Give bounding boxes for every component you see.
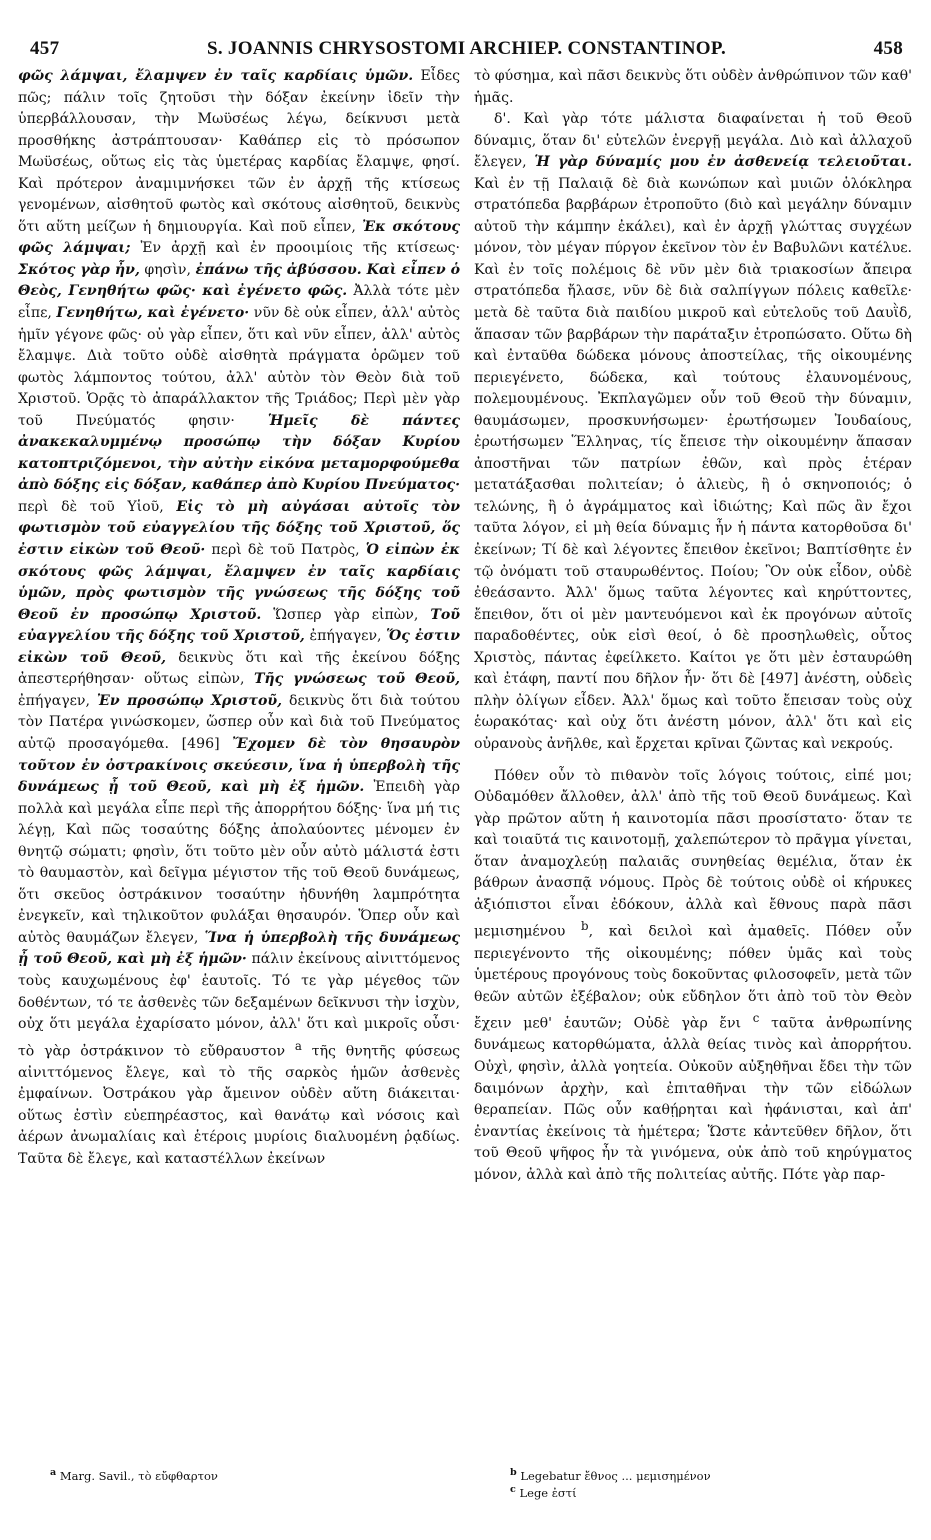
page-number-right: 458 [873,38,903,59]
footnote-reference: b [581,919,589,934]
text-run: δ'. Καὶ γὰρ τότε μάλιστα διαφαίνεται ἡ τοῦ Θεοῦ δύναμις, ὅταν δι' εὐτελῶν ἐνεργῇ μεγάλα. Διὸ καὶ ἀλλαχοῦ ἔλεγεν, [474,111,912,171]
text-run: , καὶ δειλοὶ καὶ ἀμαθεῖς. Πόθεν οὖν περιεγένοντο τῆς οἰκουμένης; πόθεν ὑμᾶς καὶ τοὺς ὑμετέρους προγόνους τοὺς δοκοῦντας φιλοσοφεῖν, μετὰ τῶν θεῶν αὐτῶν ἐξέβαλον; οὐκ εὔδηλον ὅτι ἀπὸ τοῦ τὸν Θεὸν ἔχειν μεθ' ἑαυτῶν; Οὐδὲ γὰρ ἔνι [474,924,913,1032]
text-run: ἐπήγαγεν, [304,628,387,645]
text-run: νῦν δὲ οὐκ εἶπεν, ἀλλ' αὐτὸς ἡμῖν γέγονε φῶς· οὐ γὰρ εἶπεν, ὅτι καὶ νῦν εἶπεν, ἀλλ' αὐτὸς ἔλαμψε. Διὰ τοῦτο οὐδὲ αἰσθητὰ πράγματα ὁρῶμεν τοῦ φωτὸς λάμποντος τούτου, ἀλλ' αὐτὸν τὸν Θεὸν διὰ τοῦ Χριστοῦ. Ὁρᾷς τὸ ἀπαράλλακτον τῆς Τριάδος; Περὶ μὲν γὰρ τοῦ Πνεύματός φησιν· [18,305,461,429]
text-run: πάλιν ἐκείνους αἰνιττόμενος τοὺς καυχωμένους ἐφ' ἑαυτοῖς. Τό τε γὰρ μέγεθος τῶν δοθέντων, τό τε ἀσθενὲς τῶν δεξαμένων δεῖκνυσι τὴν ἰσχὺν, οὐχ ὅτι μεγάλα ἐχαρίσατο μόνον, ἀλλ' ὅτι καὶ μικροῖς οὖσι· τὸ γὰρ ὀστράκινον τὸ εὔθραυστον [18,951,460,1060]
scripture-quote: Ἐν προσώπῳ Χριστοῦ, [96,692,283,709]
text-run: Ἐν ἀρχῇ καὶ ἐν προοιμίοις τῆς κτίσεως· [130,240,460,257]
scripture-quote: Τῆς γνώσεως τοῦ Θεοῦ, [253,671,461,688]
text-run: Καὶ ἐν τῇ Παλαιᾷ δὲ διὰ κωνώπων καὶ μυιῶν ὁλόκληρα στρατόπεδα βαρβάρων ἐτροποῦτο (διὸ καὶ μεγάλην δύναμιν αὐτοῦ τὴν κάμπην ἐκάλει), καὶ ἐν ἀρχῇ γλώττας συγχέων μόνον, τὸν μέγαν πύργον ἐκεῖνον τὸν ἐν Βαβυλῶνι κατέλυε. Καὶ ἐν τοῖς πολέμοις δὲ νῦν μὲν διὰ τριακοσίων ἄπειρα στρατόπεδα ἤλασε, νῦν δὲ διὰ σαλπίγγων πόλεις καθεῖλε· μετὰ δὲ ταῦτα διὰ παιδίου μικροῦ καὶ εὐτελοῦς τοῦ Δαυῒδ, ἅπασαν τῶν βαρβάρων τὴν παράταξιν ἐτροπώσατο. Οὕτω δὴ καὶ ἐνταῦθα δώδεκα μόνους ἀποστείλας, τῆς οἰκουμένης περιεγένετο, δώδεκα, καὶ τούτους ἐλαυνομένους, πολεμουμένους. Ἐκπλαγῶμεν οὖν τοῦ Θεοῦ τὴν δύναμιν, θαυμάσωμεν, προσκυνήσωμεν· ἐρωτήσωμεν Ἰουδαίους, ἐρωτήσωμεν Ἕλληνας, τίς ἔπεισε τὴν οἰκουμένην ἅπασαν ἀποστῆναι τῶν πατρίων ἐθῶν, καὶ πρὸς ἑτέραν μετατάξασθαι πολιτείαν; ὁ ἁλιεὺς, ἢ ὁ σκηνοποιός; ὁ τελώνης, ἢ ὁ ἀγράμματος καὶ ἰδιώτης; Καὶ πῶς ἂν ἔχοι ταῦτα λόγον, εἰ μὴ θεία δύναμις ἦν ἡ πάντα κατορθοῦσα δι' ἐκείνων; Τί δὲ καὶ λέγοντες ἔπειθον ἐκεῖνοι; Βαπτίσθητε ἐν τῷ ὀνόματι τοῦ σταυρωθέντος. Ποίου; Ὃν οὐκ εἶδον, οὐδὲ ἐθεάσαντο. Ἀλλ' ὅμως ταῦτα λέγοντες καὶ κηρύττοντες, ἔπειθον, ὅτι οἱ μὲν μαντευόμενοι καὶ ἐκ προγόνων αὐτοῖς παραδοθέντες, οὐκ εἰσὶ θεοί, ὁ δὲ προσηλωθεὶς, οὗτος Χριστὸς, πάντας ἐφείλκετο. Καίτοι γε ὅτι μὲν ἐσταυρώθη καὶ ἐτάφη, παντί που δῆλον ἦν· ὅτι δὲ [497] ἀνέστη, οὐδεὶς πλὴν ὀλίγων εἶδεν. Ἀλλ' ὅμως καὶ τοῦτο ἔπεισαν τοὺς οὐχ ἑωρακότας· καὶ οὐχ ὅτι ἀνέστη μόνον, ἀλλ' ὅτι καὶ εἰς οὐρανοὺς ἀνῆλθε, καὶ ἔρχεται κρῖναι ζῶντας καὶ νεκρούς. [474,175,912,752]
right-paragraph-1: τὸ φύσημα, καὶ πᾶσι δεικνὺς ὅτι οὐδὲν ἀνθρώπινον τῶν καθ' ἡμᾶς. [474,68,912,106]
text-run: Πόθεν οὖν τὸ πιθανὸν τοῖς λόγοις τούτοις, εἰπέ μοι; Οὐδαμόθεν ἄλλοθεν, ἀλλ' ἀπὸ τῆς τοῦ Θεοῦ δυνάμεως. Καὶ γὰρ πρῶτον αὕτη ἡ καινοτομία πᾶσι προσίστατο· ὅταν τε καὶ τοιαῦτά τις καινοτομῇ, χαλεπώτερον τὸ πρᾶγμα γίνεται, ὅταν ἀναμοχλεύῃ παλαιᾶς συνηθείας θεμέλια, ὅταν ἐκ βάθρων ἀνασπᾷ νόμους. Πρὸς δὲ τούτοις οὐδὲ οἱ κήρυκες ἀξιόπιστοι εἶναι ἐδόκουν, ἀλλὰ καὶ ἔθνους παρὰ πᾶσι μεμισημένου [474,767,912,941]
text-run: περὶ δὲ τοῦ Υἱοῦ, [18,498,177,515]
text-run: Ἀλλὰ τότε μὲν εἶπε, [18,283,460,322]
scripture-quote: Ἡμεῖς δὲ πάντες ἀνακεκαλυμμένῳ προσώπῳ τὴν δόξαν Κυρίου κατοπτριζόμενοι, τὴν αὐτὴν εἰκόνα μεταμορφούμεθα ἀπὸ δόξης εἰς δόξαν, καθάπερ ἀπὸ Κυρίου Πνεύματος· [18,412,460,494]
scripture-quote: Σκότος γὰρ ἦν, [18,261,140,278]
footnote-text: Legebatur ἔθνος ... μεμισημένον [520,1468,711,1483]
scripture-quote: ἐπάνω τῆς ἀβύσσου. Καὶ εἶπεν ὁ Θεὸς, Γενηθήτω φῶς· καὶ ἐγένετο φῶς. [18,261,460,300]
page-number-left: 457 [30,38,60,59]
scripture-quote: Εἰς τὸ μὴ αὐγάσαι αὐτοῖς τὸν φωτισμὸν τοῦ εὐαγγελίου τῆς δόξης τοῦ Χριστοῦ, ὅς ἐστιν εἰκὼν τοῦ Θεοῦ· [18,498,460,559]
right-paragraph-3 [474,766,912,1187]
text-run: ἐπήγαγεν, [18,692,97,709]
scripture-quote: Γενηθήτω, καὶ ἐγένετο· [56,305,250,322]
footnote-mark: b [510,1467,517,1478]
text-run: περὶ δὲ τοῦ Πατρὸς, [205,542,366,559]
footnote [50,1466,218,1483]
left-column [18,66,460,1171]
footnote-reference: c [752,1011,760,1026]
page-header [30,38,903,64]
footnote-reference: a [294,1038,302,1053]
running-title: S. JOANNIS CHRYSOSTOMI ARCHIEP. CONSTANTINOP. [206,38,727,59]
scripture-quote: Ἵνα ἡ ὑπερβολὴ τῆς δυνάμεως ᾖ τοῦ Θεοῦ, καὶ μὴ ἐξ ἡμῶν· [18,929,460,968]
scripture-quote: Ὁ εἰπὼν ἐκ σκότους φῶς λάμψαι, ἔλαμψεν ἐν ταῖς καρδίαις ὑμῶν, πρὸς φωτισμὸν τῆς γνώσεως τῆς δόξης τοῦ Θεοῦ ἐν προσώπῳ Χριστοῦ. [18,542,460,623]
scripture-quote: Ἡ γὰρ δύναμίς μου ἐν ἀσθενείᾳ τελειοῦται. [534,154,912,171]
scripture-quote: φῶς λάμψαι, ἔλαμψεν ἐν ταῖς καρδίαις ὑμῶν. [18,68,414,84]
footnotes-left [50,1466,218,1483]
footnotes-right [510,1466,711,1500]
scripture-quote: Ὅς ἐστιν εἰκὼν τοῦ Θεοῦ, [18,628,460,666]
text-run: δεικνὺς ὅτι διὰ τούτου τὸν Πατέρα γινώσκομεν, ὥσπερ οὖν καὶ διὰ τοῦ Πνεύματος αὐτῷ προσαγόμεθα. [496] [18,692,460,752]
text-run: Ἐπειδὴ γὰρ πολλὰ καὶ μεγάλα εἶπε περὶ τῆς ἀπορρήτου δόξης· ἵνα μή τις λέγῃ, Καὶ πῶς τοσαύτης δόξης ἀπολαύοντες μένομεν ἐν θνητῷ σώματι; φησὶν, ὅτι τοῦτο μὲν οὖν αὐτὸ μάλιστά ἐστι τὸ θαυμαστὸν, καὶ δεῖγμα μέγιστον τῆς τοῦ Θεοῦ δυνάμεως, ὅτι σκεῦος ὀστράκινον τοσαύτην ἠδυνήθη λαμπρότητα ἐνεγκεῖν, καὶ τηλικοῦτον φυλάξαι θησαυρόν. Ὅπερ οὖν καὶ αὐτὸς θαυμάζων ἔλεγεν, [18,779,461,946]
footnote-text: Marg. Savil., τὸ εὔφθαρτον [59,1468,218,1483]
footnote [510,1466,711,1483]
scripture-quote: Ἐκ σκότους φῶς λάμψαι; [18,218,460,257]
right-column [474,66,912,1186]
left-paragraph [18,66,460,1171]
scripture-quote: Ἔχομεν δὲ τὸν θησαυρὸν τοῦτον ἐν ὀστρακίνοις σκεύεσιν, ἵνα ἡ ὑπερβολὴ τῆς δυνάμεως ᾖ τοῦ Θεοῦ, καὶ μὴ ἐξ ἡμῶν. [18,735,460,796]
text-run: φησὶν, [139,261,196,278]
footnote-text: Lege ἐστί [519,1485,577,1500]
footnote-mark: a [50,1467,57,1478]
text-run: Ὥσπερ γὰρ εἰπὼν, [261,606,431,623]
right-paragraph-2 [474,109,912,755]
text-run: δεικνὺς ὅτι καὶ τῆς ἐκείνου δόξης ἀπεστερήθησαν· οὕτως εἰπὼν, [18,649,461,688]
footnote [510,1483,711,1500]
scripture-quote: Τοῦ εὐαγγελίου τῆς δόξης τοῦ Χριστοῦ, [18,606,460,645]
text-run: Εἶδες πῶς; πάλιν τοῖς ζητοῦσι τὴν δόξαν ἐκείνην ἰδεῖν τὴν ὑπερβάλλουσαν, τὴν Μωϋσέως λέγω, δείκνυσι μετὰ προσθήκης ἀστράπτουσαν· Καθάπερ εἰς τὸ πρόσωπον Μωϋσέως, οὕτως εἰς τὰς ὑμετέρας καρδίας ἔλαμψε, φησί. Καὶ πρότερον ἀναμιμνήσκει τῶν ἐν ἀρχῇ τῆς κτίσεως γενομένων, αἰσθητοῦ φωτὸς καὶ σκότους αἰσθητοῦ, δεικνὺς ὅτι αὕτη μείζων ἡ δημιουργία. Καὶ ποῦ εἶπεν, [18,68,460,235]
text-run: ταῦτα ἀνθρωπίνης δυνάμεως κατορθώματα, ἀλλὰ θείας τινὸς καὶ ἀπορρήτου. Οὐχὶ, φησὶν, ἀλλὰ γοητεία. Οὐκοῦν αὐξηθῆναι ἔδει τὴν τῶν δαιμόνων ἀρχὴν, καὶ ἐπιταθῆναι τὴν τῶν εἰδώλων θεραπείαν. Πῶς οὖν καθῄρηται καὶ ἠφάνισται, καὶ ἀπ' ἐναντίας ἐκείνοις τὰ ἡμέτερα; Ὥστε κἀντεῦθεν δῆλον, ὅτι τοῦ Θεοῦ ψῆφος ἦν τὰ γινόμενα, οὐκ ἀπὸ τοῦ κηρύγματος μόνον, ἀλλὰ καὶ ἀπὸ τῆς πολιτείας αὐτῆς. Πότε γὰρ παρ- [474,1015,912,1183]
footnote-mark: c [510,1483,516,1495]
text-run: τῆς θνητῆς φύσεως αἰνιττόμενος ἔλεγε, καὶ τὸ τῆς σαρκὸς ἡμῶν ἀσθενὲς ἐμφαίνων. Ὀστράκου γὰρ ἄμεινον οὐδὲν αὕτη διάκειται· οὕτως ἐστὶν εὐεπηρέαστος, καὶ θανάτῳ καὶ νόσοις καὶ ἀέρων ἀνωμαλίαις καὶ ἑτέροις μυρίοις διαλυομένη ῥᾳδίως. Ταῦτα δὲ ἔλεγε, καὶ καταστέλλων ἐκείνων [18,1043,460,1168]
